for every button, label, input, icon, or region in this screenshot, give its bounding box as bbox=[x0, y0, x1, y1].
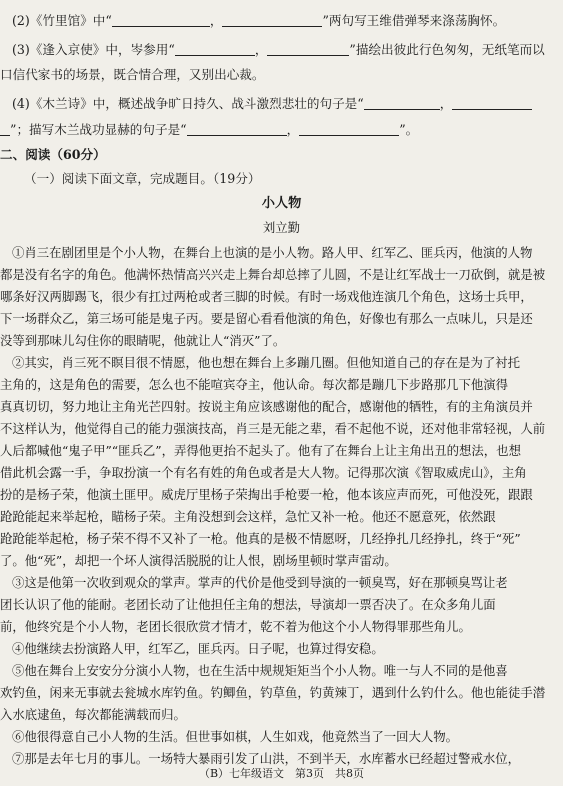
article-line: 欢钓鱼，闲来无事就去瓮城水库钓鱼。钓鲫鱼，钓草鱼，钓黄辣丁，遇到什么钓什么。他也能徒手潜 bbox=[0, 685, 546, 700]
answer-blank[interactable] bbox=[0, 120, 10, 136]
article-line: 不这样认为，他觉得自己的能力强演技高，肖三是无能之辈，看不起他不说，还对他非常轻视，人前 bbox=[0, 421, 546, 436]
article-title: 小人物 bbox=[261, 196, 302, 211]
article-line: 扮的是杨子荣，他演土匪甲。威虎厅里杨子荣掏出手枪要一枪，他本该应声而死，可他没死，跟跟 bbox=[0, 487, 533, 502]
question-4-text-d: ， bbox=[286, 122, 300, 137]
answer-blank[interactable] bbox=[267, 40, 349, 56]
article-line: 真真切切，努力地让主角光芒四射。按说主角应该感谢他的配合，感谢他的牺牲，有的主角演员并 bbox=[0, 399, 533, 414]
article-line: 了。他“死”，却把一个坏人演得活脱脱的让人恨，剧场里顿时掌声雷动。 bbox=[0, 553, 397, 568]
answer-blank[interactable] bbox=[112, 11, 210, 27]
answer-blank[interactable] bbox=[222, 11, 322, 27]
answer-blank[interactable] bbox=[187, 120, 287, 136]
question-3-line2: 口信代家书的场景，既合情合理，又别出心裁。 bbox=[0, 67, 265, 82]
article-line: 都是没有名字的角色。他满怀热情高兴兴走上舞台却总摔了儿圆，不是让红军战士一刀砍倒，就是被 bbox=[0, 267, 546, 282]
question-2-text-b: ， bbox=[209, 13, 223, 28]
answer-blank[interactable] bbox=[299, 120, 399, 136]
article-line: 入水底逮鱼，每次都能满载而归。 bbox=[0, 707, 186, 722]
answer-blank[interactable] bbox=[452, 94, 532, 110]
question-2-text-a: (2)《竹里馆》中“ bbox=[12, 13, 112, 28]
question-4-text-e: ”。 bbox=[399, 122, 419, 137]
article-line: ⑥他很得意自己小人物的生活。但世事如棋，人生如戏，他竟然当了一回大人物。 bbox=[12, 729, 459, 744]
question-4-line2 bbox=[0, 118, 563, 142]
article-line: 前，他终究是个小人物，老团长很欣赏才情才，乾不着为他这个小人物得罪那些角儿。 bbox=[0, 619, 471, 634]
question-3 bbox=[12, 38, 563, 62]
answer-blank[interactable] bbox=[364, 94, 440, 110]
article-line: ④他继续去扮演路人甲，红军乙，匪兵丙。日子呢，也算过得安稳。 bbox=[12, 641, 384, 656]
article-line: 人后都喊他“鬼子甲”“匪兵乙”，弄得他更抬不起头了。他有了在舞台上让主角出丑的想法，也想 bbox=[0, 443, 521, 458]
article-line: ⑦那是去年七月的事儿。一场特大暴雨引发了山洪，不到半天，水库蓄水已经超过警戒水位， bbox=[12, 751, 521, 766]
article-line: 团长认识了他的能耐。老团长动了让他担任主角的想法，导演却一票否决了。在众多角儿面 bbox=[0, 597, 496, 612]
article-line: ①肖三在剧团里是个小人物，在舞台上也演的是小人物。路人甲、红军乙、匪兵丙，他演的人物 bbox=[12, 245, 533, 260]
article-line: ②其实，肖三死不瞑目很不情愿，他也想在舞台上多蹦几圈。但他知道自己的存在是为了衬托 bbox=[12, 355, 521, 370]
question-4-text-b: ， bbox=[439, 96, 453, 111]
question-3-text-b: ， bbox=[254, 42, 268, 57]
article-line: 下一场群众乙，第三场可能是鬼子丙。要是留心看看他演的角色，好像也有那么一点味儿，只是还 bbox=[0, 311, 533, 326]
article-line: ③这是他第一次收到观众的掌声。掌声的代价是他受到导演的一顿臭骂，好在那顿臭骂让老 bbox=[12, 575, 508, 590]
question-2-text-c: ”两句写王维借弹琴来涤荡胸怀。 bbox=[322, 13, 506, 28]
article-line: 借此机会露一手，争取扮演一个有名有姓的角色或者是大人物。记得那次演《智取威虎山》，主角 bbox=[0, 465, 527, 480]
article-line: 没等到那味儿勾住你的眼睛呢，他就让人“消灭”了。 bbox=[0, 333, 286, 348]
question-3-text-c: ”描绘出彼此行色匆匆，无纸笔而以 bbox=[349, 42, 545, 57]
article-line: 跄跄能起来举起枪，瞄杨子荣。主角没想到会这样，急忙又补一枪。他还不愿意死，依然跟 bbox=[0, 509, 496, 524]
page-footer: （B）七年级语文 第3页 共8页 bbox=[198, 767, 365, 780]
section-subheading: （一）阅读下面文章，完成题目。（19分） bbox=[24, 171, 261, 186]
question-4-text-c: ”；描写木兰战功显赫的句子是“ bbox=[10, 122, 187, 137]
article-author: 刘立勤 bbox=[262, 220, 301, 235]
answer-blank[interactable] bbox=[175, 40, 255, 56]
question-3-text-a: (3)《逢入京使》中，岑参用“ bbox=[12, 42, 175, 57]
question-4 bbox=[12, 92, 563, 116]
question-4-text-a: (4)《木兰诗》中，概述战争旷日持久、战斗激烈悲壮的句子是“ bbox=[12, 96, 364, 111]
article-line: 哪条好汉两脚踢飞，很少有扛过两枪或者三脚的时候。有时一场戏他连演几个角色，这场士兵甲， bbox=[0, 289, 533, 304]
article-line: ⑤他在舞台上安安分分演小人物，也在生活中规规矩矩当个小人物。唯一与人不同的是他喜 bbox=[12, 663, 508, 678]
article-line: 跄跄能举起枪，杨子荣不得不又补了一枪。他真的是极不情愿呀，几经挣扎几经挣扎，终于“死” bbox=[0, 531, 521, 546]
section-heading: 二、阅读（60分） bbox=[0, 147, 106, 162]
question-2 bbox=[12, 9, 563, 33]
article-line: 主角的，这是角色的需要，怎么也不能喧宾夺主，他认命。每次都是蹦几下步路那几下他演得 bbox=[0, 377, 509, 392]
